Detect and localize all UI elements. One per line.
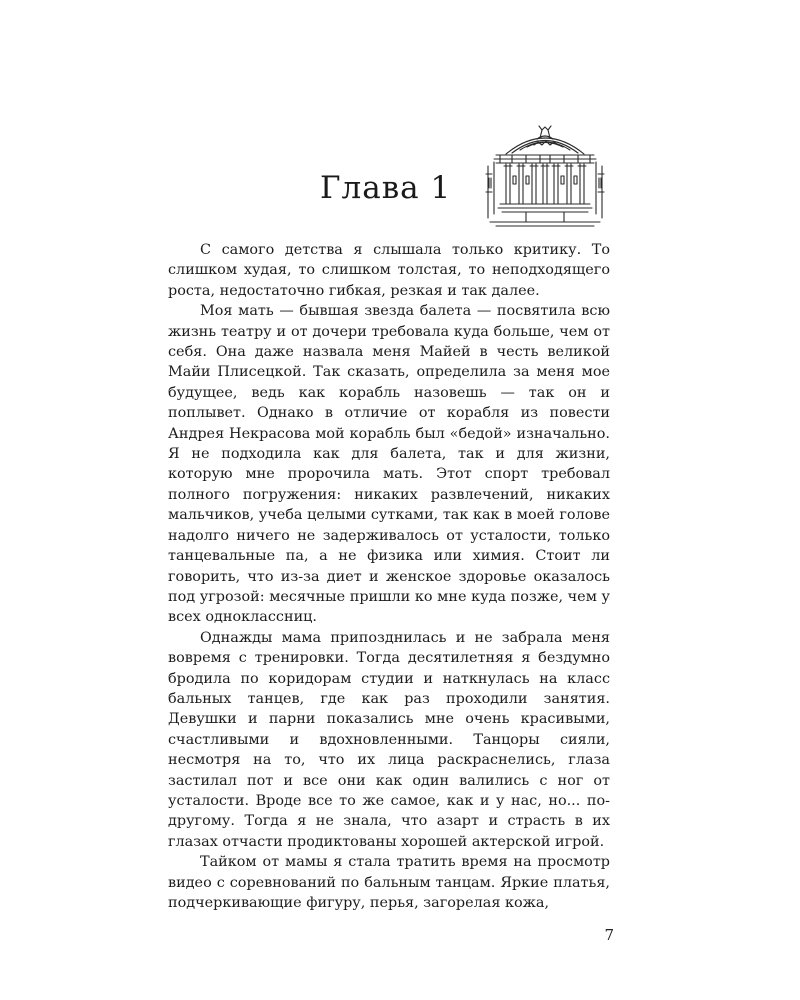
paragraph: Однажды мама припозднилась и не забрала меня вовремя с тренировки. Тогда десятилетняя я бездумно бродила по коридорам студии и наткнулась на класс бальных танцев, где как раз проходили занятия. Девушки и парни показались мне очень красивыми, счастливыми и вдохновленными. Танцоры сияли, несмотря на то, что их лица раскраснелись, глаза застилал пот и все они как один валились с ног от усталости. Вроде все то же самое, как и у нас, но... по-другому. Тогда я не знала, что азарт и страсть в их глазах отчасти продиктованы хорошей актерской игрой. [168,629,610,850]
bolshoi-theatre-illustration [482,118,608,236]
paragraph: Тайком от мамы я стала тратить время на просмотр видео с соревнований по бальным танцам. Яркие платья, подчеркивающие фигуру, перья, загорелая кожа, [168,854,610,911]
paragraph: С самого детства я слышала только критику. То слишком худая, то слишком толстая, то неподходящего роста, недостаточно гибкая, резкая и так далее. [168,242,610,299]
chapter-body [168,240,610,913]
chapter-title: Глава 1 [320,170,452,206]
page-number: 7 [604,926,614,944]
paragraph: Моя мать — бывшая звезда балета — посвятила всю жизнь театру и от дочери требовала куда больше, чем от себя. Она даже назвала меня Майей в честь великой Майи Плисецкой. Так сказать, определила за меня мое будущее, ведь как корабль назовешь — так он и поплывет. Однако в отличие от корабля из повести Андрея Некрасова мой корабль был «бедой» изначально. Я не подходила как для балета, так и для жизни, которую мне пророчила мать. Этот спорт требовал полного погружения: никаких развлечений, никаких мальчиков, учеба целыми сутками, так как в моей голове надолго ничего не задерживалось от усталости, только танцевальные па, а не физика или химия. Стоит ли говорить, что из-за диет и женское здоровье оказалось под угрозой: месячные пришли ко мне куда позже, чем у всех одноклассниц. [168,303,610,626]
